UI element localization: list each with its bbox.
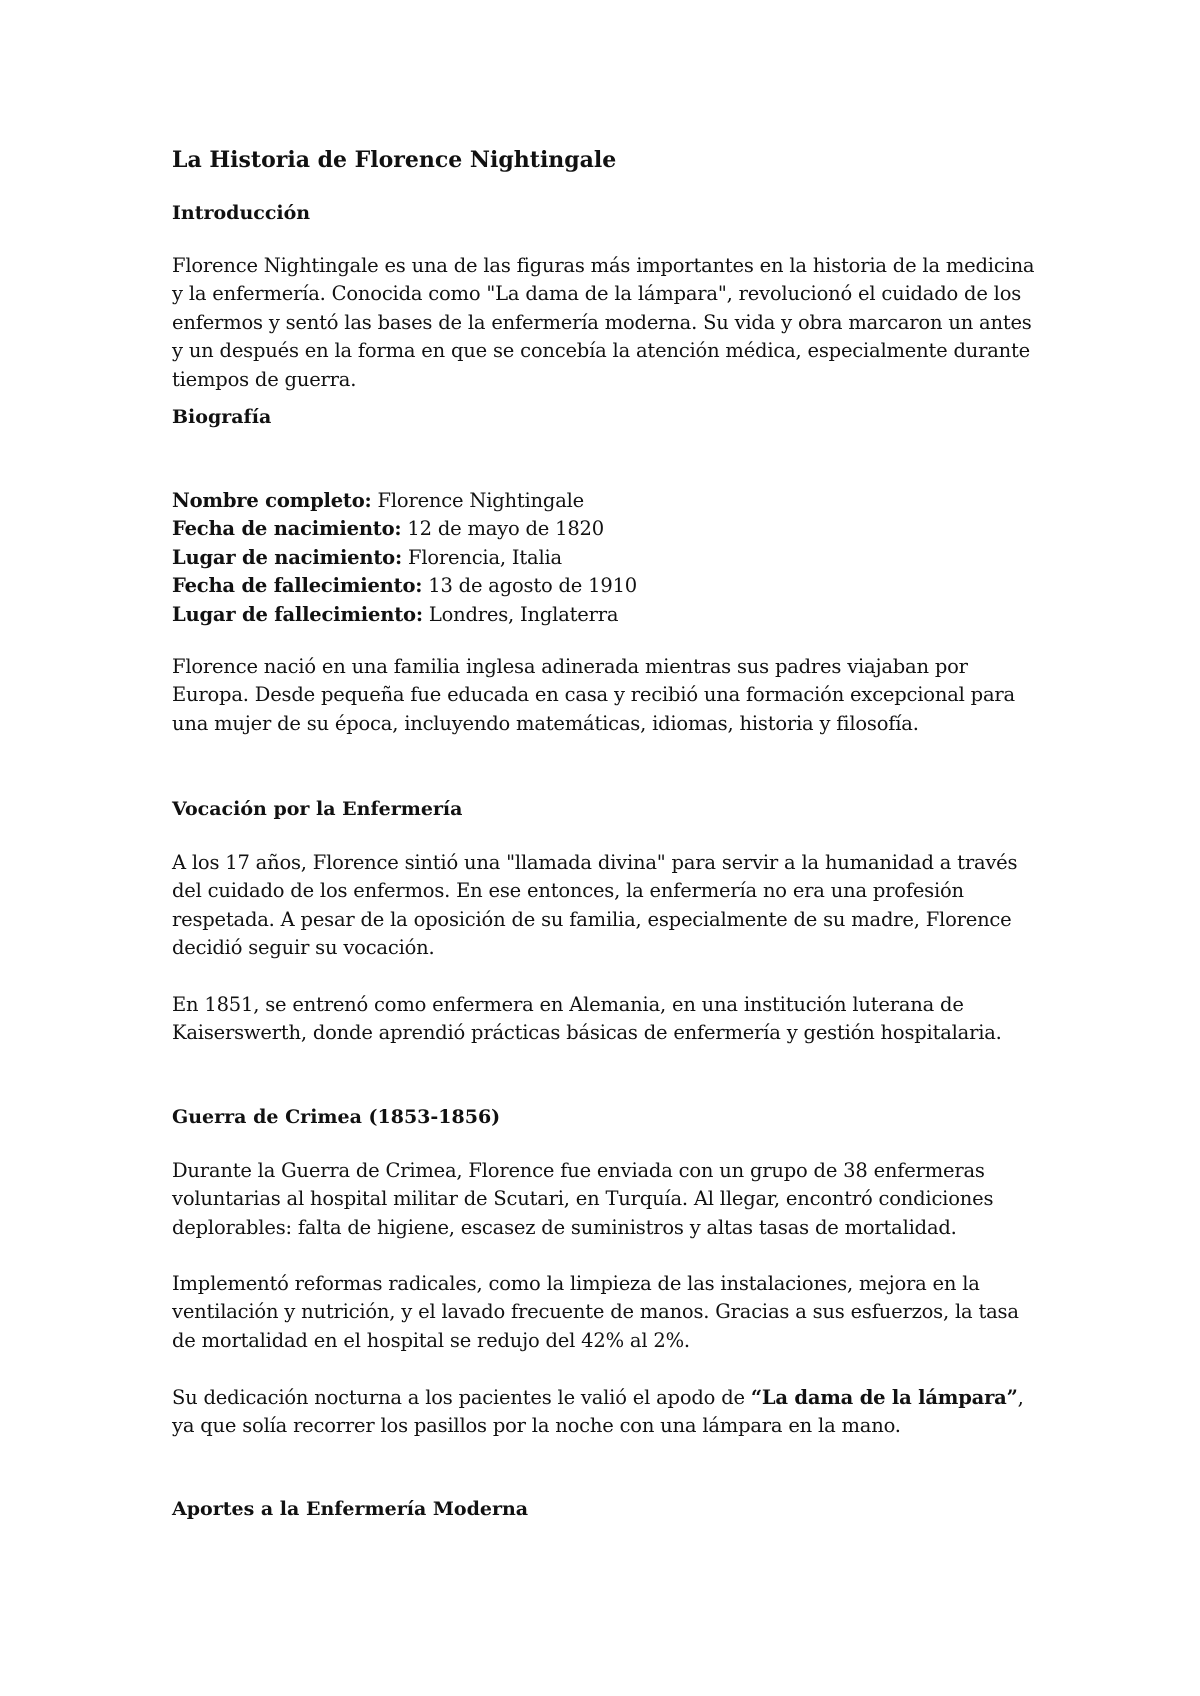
biography-facts-list [172,487,637,629]
biography-paragraph: Florence nació en una familia inglesa adinerada mientras sus padres viajaban por Europa. Desde pequeña fue educada en casa y recibió una formación excepcional para una mujer de su época, incluyendo matemáticas, idiomas, historia y filosofía. [172,655,1015,735]
section-heading-introduction: Introducción [172,202,311,224]
bio-fact-full-name: Nombre completo: Florence Nightingale [172,489,584,512]
section-heading-contributions: Aportes a la Enfermería Moderna [172,1498,529,1520]
nickname-highlight: “La dama de la lámpara” [750,1386,1018,1409]
section-heading-crimean-war: Guerra de Crimea (1853-1856) [172,1106,501,1128]
bio-fact-birth-place: Lugar de nacimiento: Florencia, Italia [172,545,562,569]
bio-fact-death-date: Fecha de fallecimiento: 13 de agosto de 1910 [172,574,637,598]
crimea-paragraph-1: Durante la Guerra de Crimea, Florence fue enviada con un grupo de 38 enfermeras voluntarias al hospital militar de Scutari, en Turquía. Al llegar, encontró condiciones deplorables: falta de higiene, escasez de suministros y altas tasas de mortalidad. [172,1159,994,1239]
crimea-paragraph-2: Implementó reformas radicales, como la limpieza de las instalaciones, mejora en la ventilación y nutrición, y el lavado frecuente de manos. Gracias a sus esfuerzos, la tasa de mortalidad en el hospital se redujo del 42% al 2%. [172,1272,1019,1352]
section-heading-biography: Biografía [172,406,272,428]
document-title: La Historia de Florence Nightingale [172,147,617,173]
bio-fact-death-place: Lugar de fallecimiento: Londres, Inglaterra [172,602,619,626]
crimea-paragraph-3: Su dedicación nocturna a los pacientes le valió el apodo de “La dama de la lámpara”, ya que solía recorrer los pasillos por la noche con una lámpara en la mano. [172,1386,1024,1438]
bio-fact-birth-date: Fecha de nacimiento: 12 de mayo de 1820 [172,517,604,541]
vocation-paragraph-1: A los 17 años, Florence sintió una "llamada divina" para servir a la humanidad a través del cuidado de los enfermos. En ese entonces, la enfermería no era una profesión respetada. A pesar de la oposición de su familia, especialmente de su madre, Florence decidió seguir su vocación. [172,851,1018,960]
section-heading-vocation: Vocación por la Enfermería [172,798,463,820]
intro-paragraph: Florence Nightingale es una de las figuras más importantes en la historia de la medicina y la enfermería. Conocida como "La dama de la lámpara", revolucionó el cuidado de los enfermos y sentó las bases de la enfermería moderna. Su vida y obra marcaron un antes y un después en la forma en que se concebía la atención médica, especialmente durante tiempos de guerra. [172,254,1035,391]
vocation-paragraph-2: En 1851, se entrenó como enfermera en Alemania, en una institución luterana de Kaiserswerth, donde aprendió prácticas básicas de enfermería y gestión hospitalaria. [172,993,1002,1045]
